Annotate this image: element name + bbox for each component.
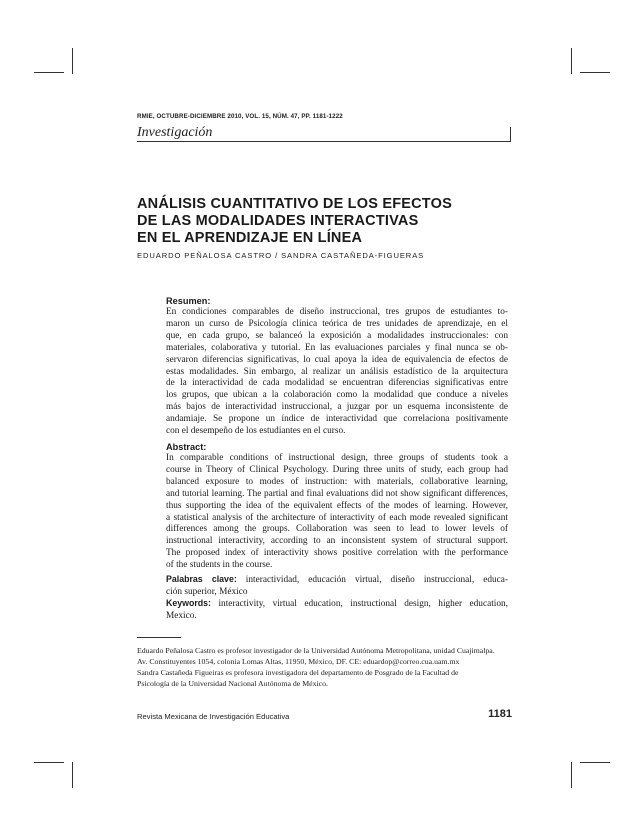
crop-mark — [72, 762, 73, 788]
title-line: EN EL APRENDIZAJE EN LÍNEA — [137, 230, 363, 246]
footnote-line: Eduardo Peñalosa Castro es profesor investigador de la Universidad Autónoma Metropolitana, unidad Cuajimalpa. — [137, 646, 495, 655]
text-line: andamiaje. Se propone un índice de interactividad que correlaciona positivamente — [166, 414, 508, 425]
text-line: course in Theory of Clinical Psychology. During three units of study, each group had — [166, 464, 508, 475]
text-line: con el desempeño de los estudiantes en el curso. — [166, 426, 346, 437]
text-line: servaron diferencias significativas, lo cual apoya la idea de equivalencia de efectos de — [166, 354, 508, 365]
abstract-section — [166, 441, 508, 572]
crop-mark — [580, 72, 610, 73]
text-line: estas modalidades. Sin embargo, al realizar un análisis estadístico de la arquitectura — [166, 366, 508, 377]
text-line: En condiciones comparables de diseño instruccional, tres grupos de estudiantes to- — [166, 307, 508, 317]
text-line: ción superior, México — [166, 586, 248, 597]
text-line: In comparable conditions of instructional design, three groups of students took a — [166, 453, 508, 463]
text-line: and tutorial learning. The partial and final evaluations did not show significant differences, — [166, 488, 508, 499]
text-line: a statistical analysis of the architecture of interactivity of each mode revealed significant — [166, 512, 508, 523]
journal-issue-meta: RMIE, OCTUBRE-DICIEMBRE 2010, VOL. 15, NÚM. 47, PP. 1181-1222 — [137, 113, 343, 120]
crop-mark — [571, 762, 572, 788]
text-line: materiales, colaborativa y tutorial. En las evaluaciones parciales y final nunca se ob- — [166, 342, 508, 353]
keywords-paragraph — [166, 598, 508, 623]
author-footnotes — [137, 645, 511, 689]
text-line: Mexico. — [166, 610, 197, 621]
palabras-clave-text: interactividad, educación virtual, diseño instruccional, educa- — [236, 575, 508, 585]
crop-mark — [34, 72, 64, 73]
text-line: The proposed index of interactivity shows positive correlation with the performance — [166, 548, 508, 559]
journal-name: Revista Mexicana de Investigación Educativa — [137, 712, 290, 721]
text-line: instructional interactivity, according to an inconsistent system of structural support. — [166, 536, 508, 547]
resumen-section — [166, 295, 508, 438]
crop-mark — [580, 762, 610, 763]
palabras-clave-paragraph — [166, 574, 508, 599]
text-line: los grupos, que ubican a la colaboración como la modalidad que conduce a niveles — [166, 390, 508, 401]
text-line: differences among the groups. Collaboration was seen to lead to lower levels of — [166, 524, 508, 535]
resumen-label: Resumen: — [166, 296, 211, 306]
text-line: más bajos de interactividad instruccional, a juzgar por un esquema inconsistente de — [166, 402, 508, 413]
text-line: thus supporting the idea of the equivalent effects of the modes of learning. However, — [166, 500, 508, 511]
keywords-label: Keywords: — [166, 598, 211, 608]
footnote-line: Sandra Castañeda Figueiras es profesora investigadora del departamento de Posgrado de la Facultad de — [137, 668, 459, 677]
footnote-line: Psicología de la Universidad Nacional Autónoma de México. — [137, 679, 328, 688]
abstract-paragraph — [166, 453, 508, 572]
crop-mark — [72, 48, 73, 74]
header-rule-tick — [510, 127, 511, 142]
keywords-text: interactivity, virtual education, instructional design, higher education, — [210, 599, 508, 609]
palabras-clave-label: Palabras clave: — [166, 574, 237, 584]
text-line: de la interactividad de cada modalidad se encuentran diferencias significativas entre — [166, 378, 508, 389]
title-line: DE LAS MODALIDADES INTERACTIVAS — [137, 213, 419, 229]
article-title — [137, 196, 537, 247]
palabras-clave-section — [166, 574, 508, 599]
text-line: maron un curso de Psicología clínica teórica de tres unidades de aprendizaje, en el — [166, 318, 508, 329]
article-authors: EDUARDO PEÑALOSA CASTRO / SANDRA CASTAÑEDA-FIGUERAS — [137, 251, 425, 260]
section-label: Investigación — [137, 125, 213, 140]
resumen-paragraph — [166, 307, 508, 438]
text-line: balanced exposure to modes of instruction: with materials, collaborative learning, — [166, 476, 508, 487]
footnote-line: Av. Constituyentes 1054, colonia Lomas Altas, 11950, México, DF. CE: eduardop@correo.cua.uam.mx — [137, 657, 460, 666]
title-line: ANÁLISIS CUANTITATIVO DE LOS EFECTOS — [137, 196, 452, 212]
crop-mark — [34, 762, 64, 763]
crop-mark — [571, 48, 572, 74]
keywords-section — [166, 598, 508, 623]
footnote-rule — [137, 637, 181, 638]
abstract-label: Abstract: — [166, 442, 207, 452]
header-rule — [137, 141, 511, 142]
page-number: 1181 — [488, 708, 512, 720]
text-line: of the students in the course. — [166, 560, 273, 571]
text-line: que, en cada grupo, se balanceó la exposición a modalidades instruccionales: con — [166, 330, 508, 341]
